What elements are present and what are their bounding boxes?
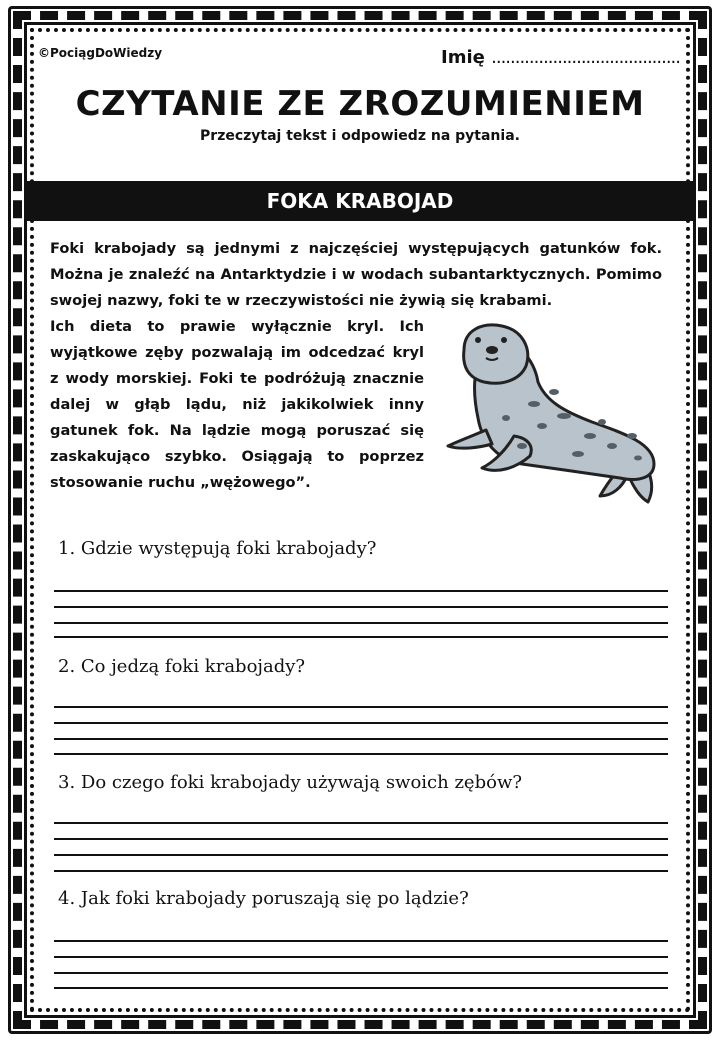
section-banner: FOKA KRABOJAD bbox=[27, 181, 693, 221]
page-border-dotted bbox=[30, 28, 690, 1012]
story-paragraph-intro: Foki krabojady są jednymi z najczęściej występujących gatunków fok. Można je znaleźć na Antarktydzie i w wodach subantarktycznych. Pomimo swojej nazwy, foki te w rzeczywistości nie żywią się krabami. bbox=[50, 240, 662, 309]
answer-line[interactable] bbox=[54, 590, 668, 592]
answer-line[interactable] bbox=[54, 706, 668, 708]
name-dots: ........................................ bbox=[491, 47, 680, 68]
answer-line[interactable] bbox=[54, 738, 668, 740]
answer-line[interactable] bbox=[54, 987, 668, 989]
answer-line[interactable] bbox=[54, 972, 668, 974]
answer-line[interactable] bbox=[54, 940, 668, 942]
answer-line[interactable] bbox=[54, 838, 668, 840]
question-4: 4. Jak foki krabojady poruszają się po lądzie? bbox=[58, 888, 469, 909]
answer-line[interactable] bbox=[54, 956, 668, 958]
name-field[interactable] bbox=[441, 47, 680, 68]
answer-line[interactable] bbox=[54, 636, 668, 638]
answer-line[interactable] bbox=[54, 854, 668, 856]
question-2: 2. Co jedzą foki krabojady? bbox=[58, 656, 306, 677]
copyright-label: ©PociągDoWiedzy bbox=[38, 46, 163, 60]
answer-line[interactable] bbox=[54, 870, 668, 872]
answer-line[interactable] bbox=[54, 722, 668, 724]
answer-line[interactable] bbox=[54, 822, 668, 824]
answer-line[interactable] bbox=[54, 753, 668, 755]
worksheet-title: CZYTANIE ZE ZROZUMIENIEM bbox=[75, 84, 645, 124]
story-paragraph-continued: Ich dieta to prawie wyłącznie kryl. Ich wyjątkowe zęby pozwalają im odcedzać kryl z wody morskiej. Foki te podróżują znacznie dalej w głąb lądu, niż jakikolwiek inny gatunek fok. Na lądzie mogą poruszać się zaskakująco szybko. Osiągają to poprzez stosowanie ruchu „wężowego”. bbox=[50, 318, 424, 491]
seal-illustration bbox=[442, 318, 664, 508]
answer-line[interactable] bbox=[54, 622, 668, 624]
name-label: Imię bbox=[441, 47, 485, 68]
worksheet-instructions: Przeczytaj tekst i odpowiedz na pytania. bbox=[200, 128, 520, 144]
question-1: 1. Gdzie występują foki krabojady? bbox=[58, 538, 377, 559]
question-3: 3. Do czego foki krabojady używają swoich zębów? bbox=[58, 772, 523, 793]
answer-line[interactable] bbox=[54, 606, 668, 608]
